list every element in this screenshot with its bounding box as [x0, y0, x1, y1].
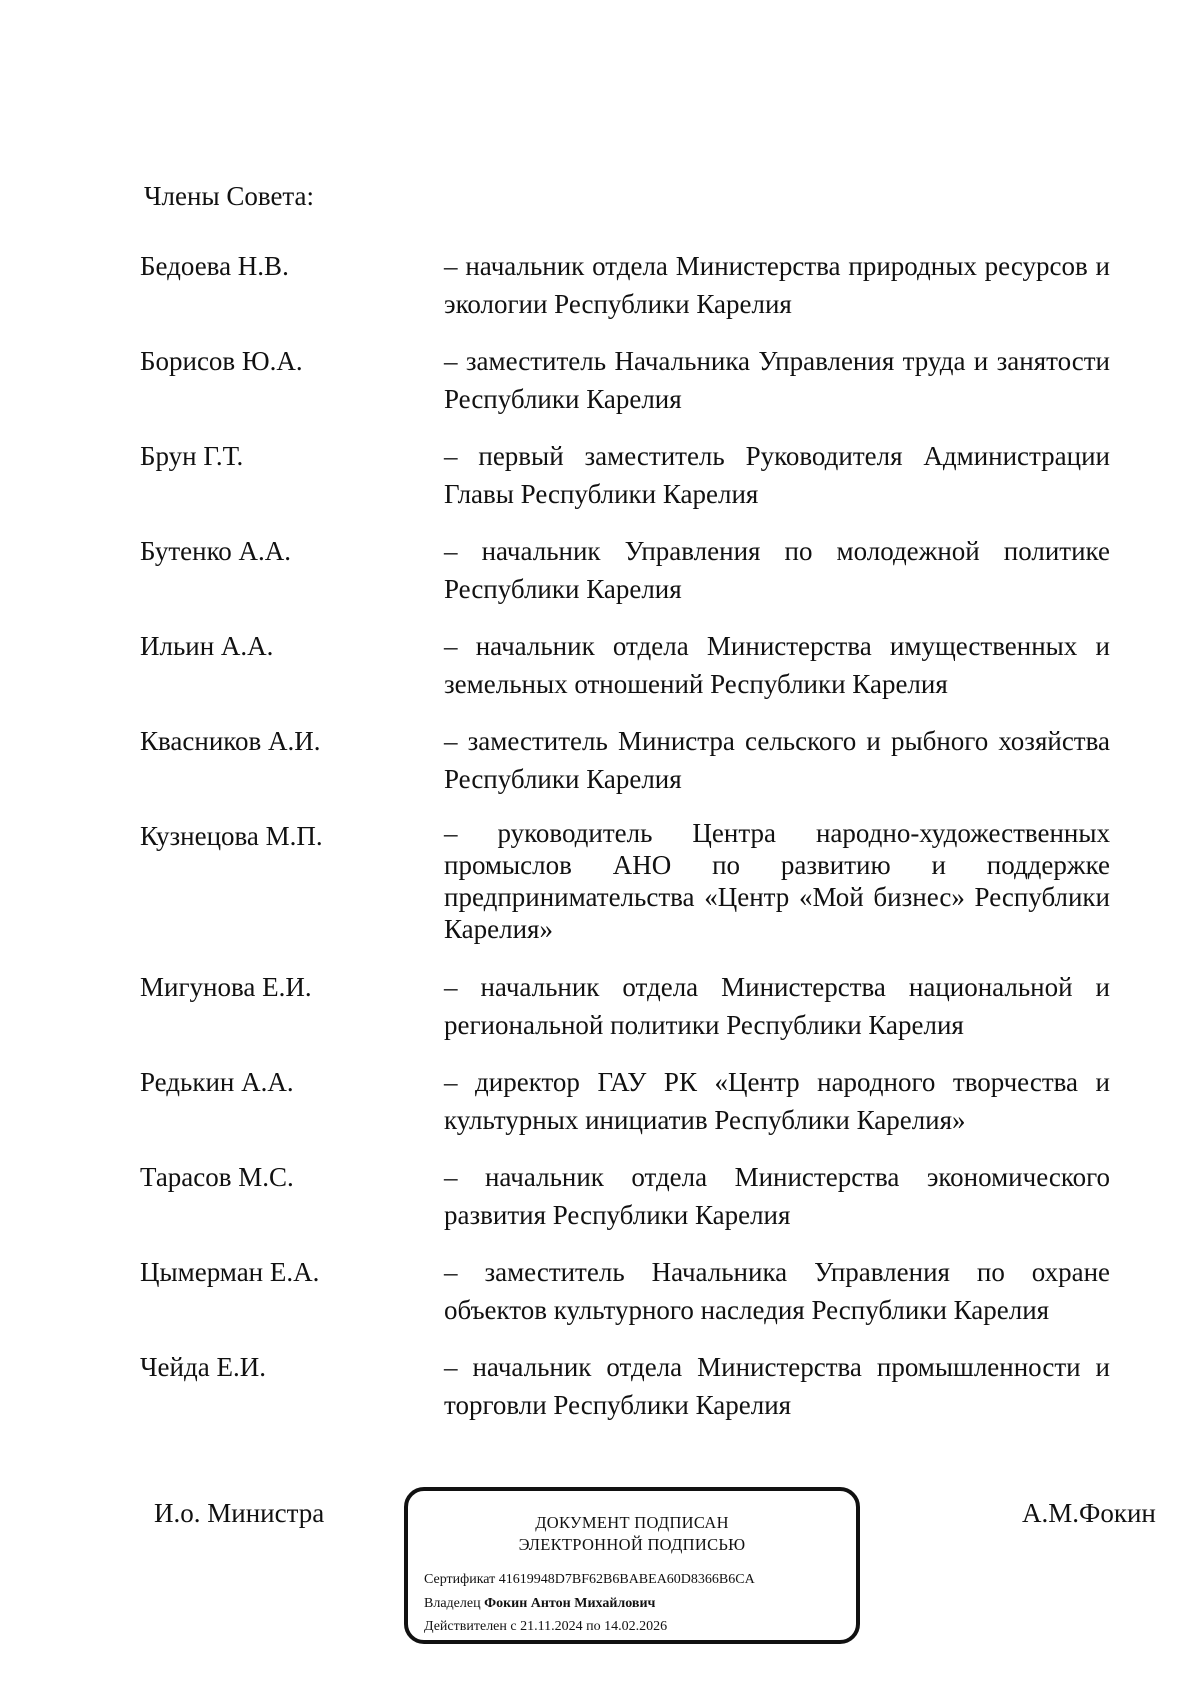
member-role: – начальник Управления по молодежной политике Республики Карелия: [444, 536, 1110, 604]
stamp-valid-from: 21.11.2024: [520, 1619, 583, 1634]
member-role: – заместитель Начальника Управления труда и занятости Республики Карелия: [444, 346, 1110, 414]
member-role: – руководитель Центра народно-художественных промыслов АНО по развитию и поддержке предпринимательства «Центр «Мой бизнес» Республики Карелия»: [444, 818, 1110, 944]
member-name: Чейда Е.И.: [140, 1352, 266, 1382]
stamp-title-line2: ЭЛЕКТРОННОЙ ПОДПИСЬЮ: [518, 1535, 746, 1554]
member-role: – начальник отдела Министерства экономического развития Республики Карелия: [444, 1162, 1110, 1230]
stamp-certificate-line: [424, 1572, 755, 1588]
member-role: – начальник отдела Министерства природных ресурсов и экологии Республики Карелия: [444, 251, 1110, 319]
member-name: Мигунова Е.И.: [140, 972, 312, 1002]
stamp-valid-label: Действителен: [424, 1619, 507, 1634]
member-role: – заместитель Начальника Управления по охране объектов культурного наследия Республики Карелия: [444, 1257, 1110, 1325]
signer-name: А.М.Фокин: [1022, 1498, 1156, 1528]
signer-position: И.о. Министра: [154, 1498, 325, 1528]
member-role: – начальник отдела Министерства имущественных и земельных отношений Республики Карелия: [444, 631, 1110, 699]
stamp-validity-line: [424, 1619, 667, 1635]
member-name: Цымерман Е.А.: [140, 1257, 320, 1287]
stamp-owner-value: Фокин Антон Михайлович: [484, 1596, 656, 1611]
member-name: Брун Г.Т.: [140, 441, 244, 471]
member-name: Квасников А.И.: [140, 726, 321, 756]
stamp-owner-label: Владелец: [424, 1596, 481, 1611]
stamp-certificate-value: 41619948D7BF62B6BABEA60D8366B6CA: [498, 1572, 755, 1587]
stamp-title-line1: ДОКУМЕНТ ПОДПИСАН: [535, 1513, 729, 1532]
member-role: – начальник отдела Министерства промышленности и торговли Республики Карелия: [444, 1352, 1110, 1420]
member-name: Бедоева Н.В.: [140, 251, 289, 281]
stamp-owner-line: [424, 1596, 655, 1612]
member-role: – начальник отдела Министерства национальной и региональной политики Республики Карелия: [444, 972, 1110, 1040]
stamp-certificate-label: Сертификат: [424, 1572, 496, 1587]
stamp-valid-from-label: с: [510, 1619, 517, 1634]
member-name: Тарасов М.С.: [140, 1162, 294, 1192]
member-name: Борисов Ю.А.: [140, 346, 303, 376]
stamp-valid-to: 14.02.2026: [604, 1619, 668, 1634]
member-role: – директор ГАУ РК «Центр народного творчества и культурных инициатив Республики Карелия»: [444, 1067, 1110, 1135]
member-name: Редькин А.А.: [140, 1067, 294, 1097]
member-name: Ильин А.А.: [140, 631, 274, 661]
electronic-signature-stamp: [404, 1487, 860, 1644]
member-role: – первый заместитель Руководителя Администрации Главы Республики Карелия: [444, 441, 1110, 509]
stamp-valid-to-label: по: [586, 1619, 601, 1634]
member-name: Кузнецова М.П.: [140, 821, 323, 851]
member-name: Бутенко А.А.: [140, 536, 292, 566]
member-role: – заместитель Министра сельского и рыбного хозяйства Республики Карелия: [444, 726, 1110, 794]
members-heading: Члены Совета:: [144, 181, 315, 211]
